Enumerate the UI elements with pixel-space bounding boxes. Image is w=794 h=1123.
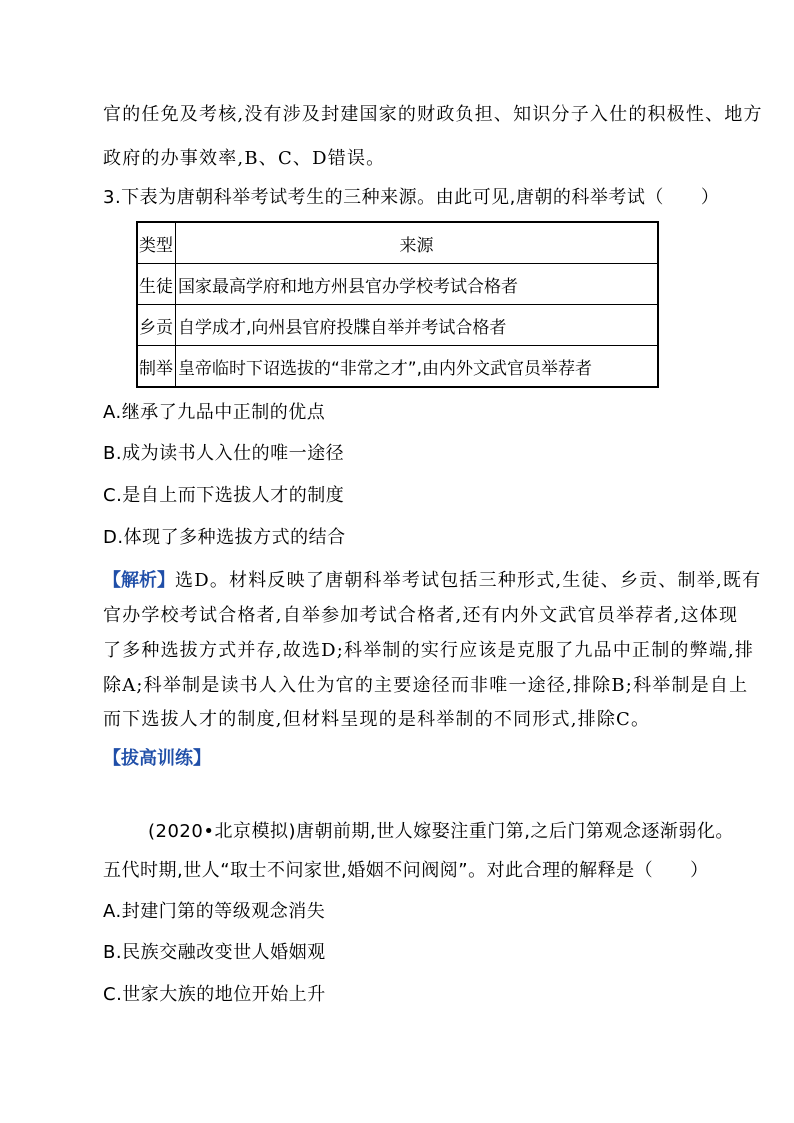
option-d: D.体现了多种选拔方式的结合 — [103, 527, 346, 548]
prev-explanation-line-1: 官的任免及考核,没有涉及封建国家的财政负担、知识分子入仕的积极性、地方 — [103, 104, 763, 125]
analysis-line-4: 除A;科举制是读书人入仕为官的主要途径而非唯一途径,排除B;科举制是自上 — [103, 675, 749, 696]
option-b: B.成为读书人入仕的唯一途径 — [103, 443, 345, 464]
table-cell-source: 国家最高学府和地方州县官办学校考试合格者 — [176, 264, 659, 305]
table-cell-source: 皇帝临时下诏选拔的“非常之才”,由内外文武官员举荐者 — [176, 346, 659, 388]
analysis-line-3: 了多种选拔方式并存,故选D;科举制的实行应该是克服了九品中正制的弊端,排 — [103, 640, 755, 661]
table-cell-type: 乡贡 — [137, 305, 176, 346]
training-stem-line-2: 五代时期,世人“取士不问家世,婚姻不问阀阅”。对此合理的解释是（ ） — [103, 860, 709, 881]
table-row — [137, 346, 658, 388]
table-row — [137, 264, 658, 305]
prev-explanation-line-2: 政府的办事效率,B、C、D错误。 — [103, 148, 386, 169]
analysis-line-2: 官办学校考试合格者,自举参加考试合格者,还有内外文武官员举荐者,这体现 — [103, 605, 739, 626]
table-row — [137, 305, 658, 346]
analysis-text: 选D。材料反映了唐朝科举考试包括三种形式,生徒、乡贡、制举,既有 — [175, 570, 762, 591]
training-tag: 【拔高训练】 — [103, 748, 211, 769]
table-header-source: 来源 — [176, 222, 659, 264]
analysis-line-1 — [103, 568, 761, 594]
training-option-c: C.世家大族的地位开始上升 — [103, 984, 326, 1005]
training-stem-line-1: (2020•北京模拟)唐朝前期,世人嫁娶注重门第,之后门第观念逐渐弱化。 — [148, 821, 734, 842]
table-cell-type: 生徒 — [137, 264, 176, 305]
question-3-stem: 3.下表为唐朝科举考试考生的三种来源。由此可见,唐朝的科举考试（ ） — [103, 187, 720, 208]
analysis-line-5: 而下选拔人才的制度,但材料呈现的是科举制的不同形式,排除C。 — [103, 709, 651, 730]
table-cell-type: 制举 — [137, 346, 176, 388]
training-option-b: B.民族交融改变世人婚姻观 — [103, 942, 326, 963]
option-c: C.是自上而下选拔人才的制度 — [103, 485, 345, 506]
option-a: A.继承了九品中正制的优点 — [103, 402, 326, 423]
table-header-row — [137, 222, 658, 264]
training-option-a: A.封建门第的等级观念消失 — [103, 901, 326, 922]
source-table — [136, 221, 659, 388]
table-cell-source: 自学成才,向州县官府投牒自举并考试合格者 — [176, 305, 659, 346]
analysis-tag: 【解析】 — [103, 570, 175, 591]
table-header-type: 类型 — [137, 222, 176, 264]
training-heading — [103, 746, 211, 772]
